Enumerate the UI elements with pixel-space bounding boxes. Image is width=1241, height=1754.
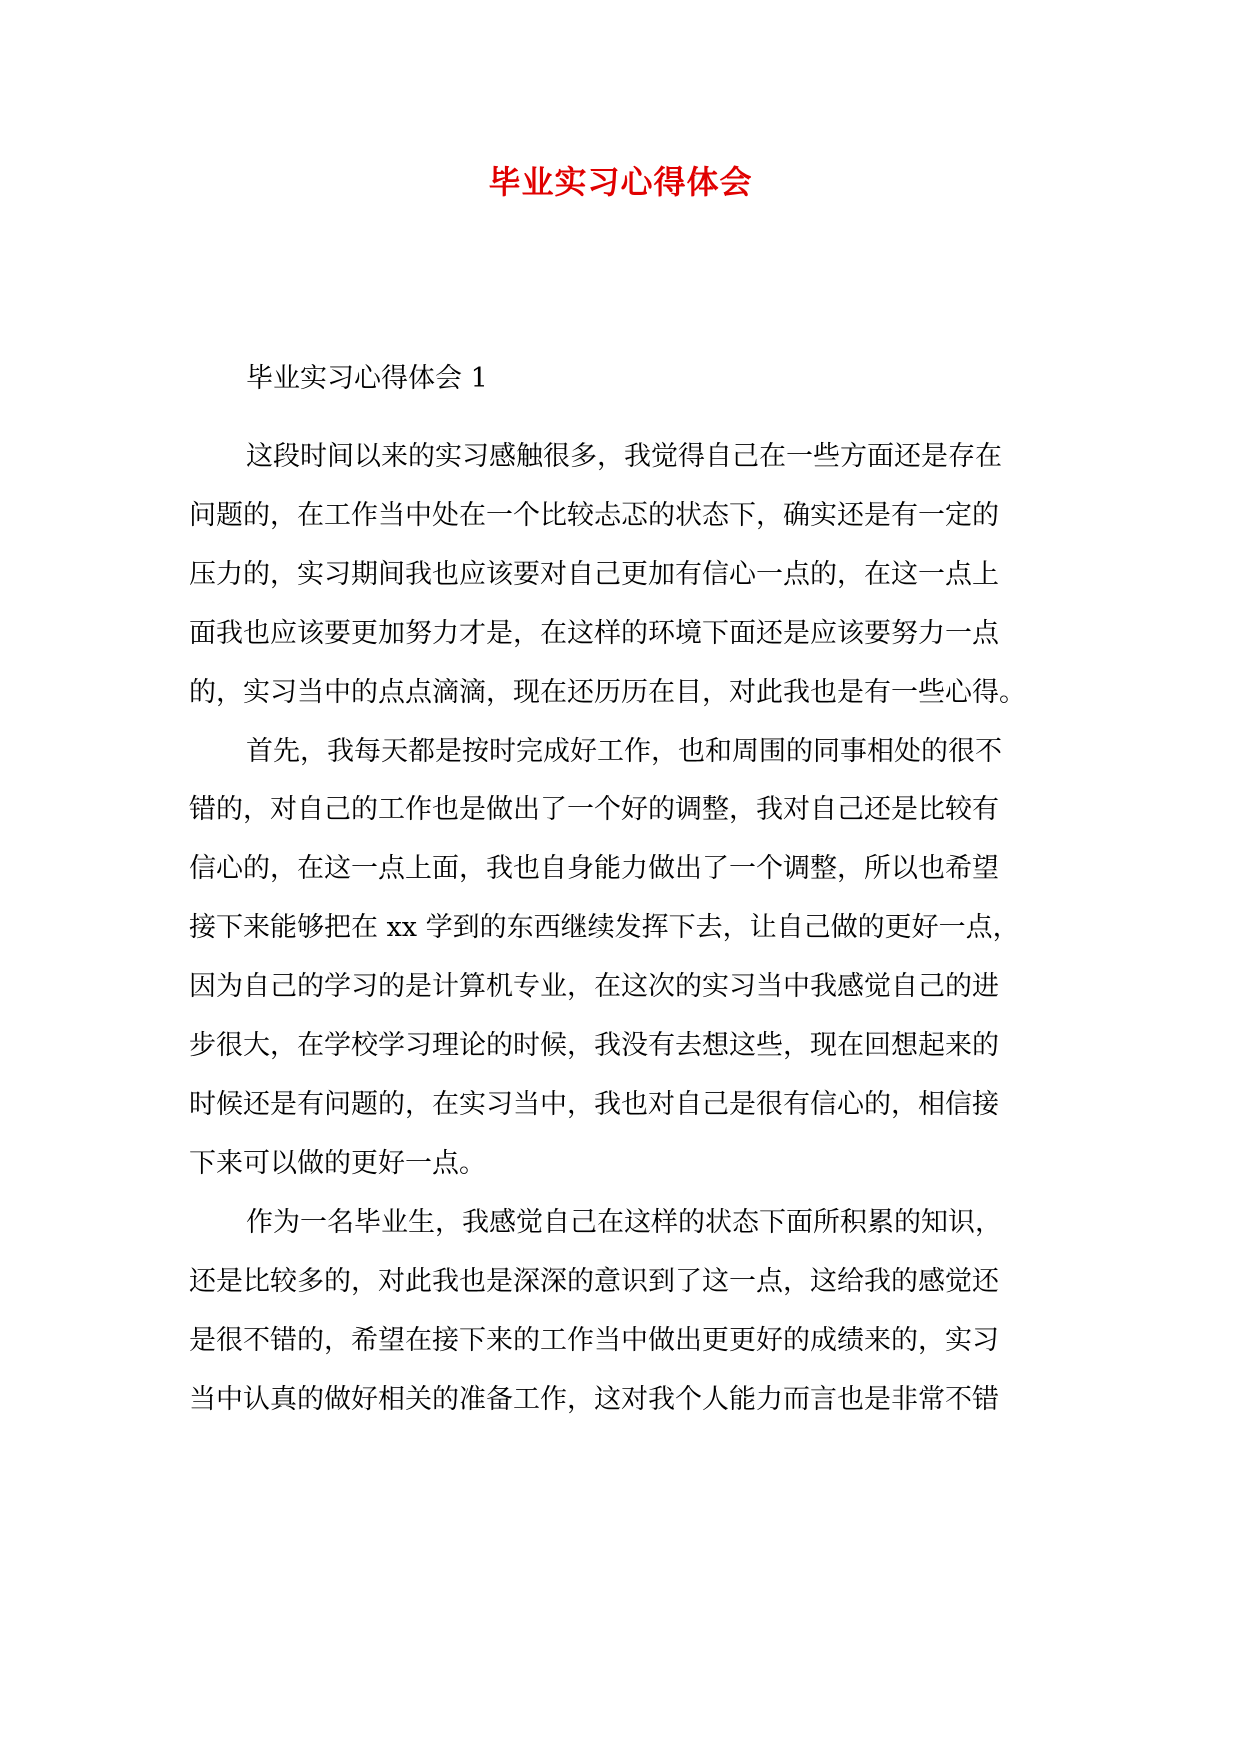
paragraph-1-line: 的，实习当中的点点滴滴，现在还历历在目，对此我也是有一些心得。: [189, 677, 1026, 708]
document-title: 毕业实习心得体会: [488, 163, 753, 201]
paragraph-2-line: 错的，对自己的工作也是做出了一个好的调整，我对自己还是比较有: [189, 794, 999, 825]
paragraph-3-line: 当中认真的做好相关的准备工作，这对我个人能力而言也是非常不错: [189, 1384, 999, 1415]
paragraph-2-line: 下来可以做的更好一点。: [189, 1148, 486, 1179]
paragraph-3-line: 还是比较多的，对此我也是深深的意识到了这一点，这给我的感觉还: [189, 1266, 999, 1297]
paragraph-2-line: 信心的，在这一点上面，我也自身能力做出了一个调整，所以也希望: [189, 853, 999, 884]
paragraph-1-line: 面我也应该要更加努力才是，在这样的环境下面还是应该要努力一点: [189, 618, 999, 649]
paragraph-3-line: 是很不错的，希望在接下来的工作当中做出更更好的成绩来的，实习: [189, 1325, 999, 1356]
paragraph-1-line: 这段时间以来的实习感触很多，我觉得自己在一些方面还是存在: [246, 441, 1002, 472]
paragraph-2-line: 步很大，在学校学习理论的时候，我没有去想这些，现在回想起来的: [189, 1030, 999, 1061]
paragraph-3-line: 作为一名毕业生，我感觉自己在这样的状态下面所积累的知识，: [246, 1207, 1002, 1238]
paragraph-2-line: 接下来能够把在 xx 学到的东西继续发挥下去，让自己做的更好一点，: [189, 912, 1020, 943]
paragraph-2-line: 首先，我每天都是按时完成好工作，也和周围的同事相处的很不: [246, 736, 1002, 767]
paragraph-2-line: 时候还是有问题的，在实习当中，我也对自己是很有信心的，相信接: [189, 1089, 999, 1120]
paragraph-1-line: 问题的，在工作当中处在一个比较忐忑的状态下，确实还是有一定的: [189, 500, 999, 531]
section-heading: 毕业实习心得体会 1: [246, 363, 488, 394]
paragraph-1-line: 压力的，实习期间我也应该要对自己更加有信心一点的，在这一点上: [189, 559, 999, 590]
paragraph-2-line: 因为自己的学习的是计算机专业，在这次的实习当中我感觉自己的进: [189, 971, 999, 1002]
